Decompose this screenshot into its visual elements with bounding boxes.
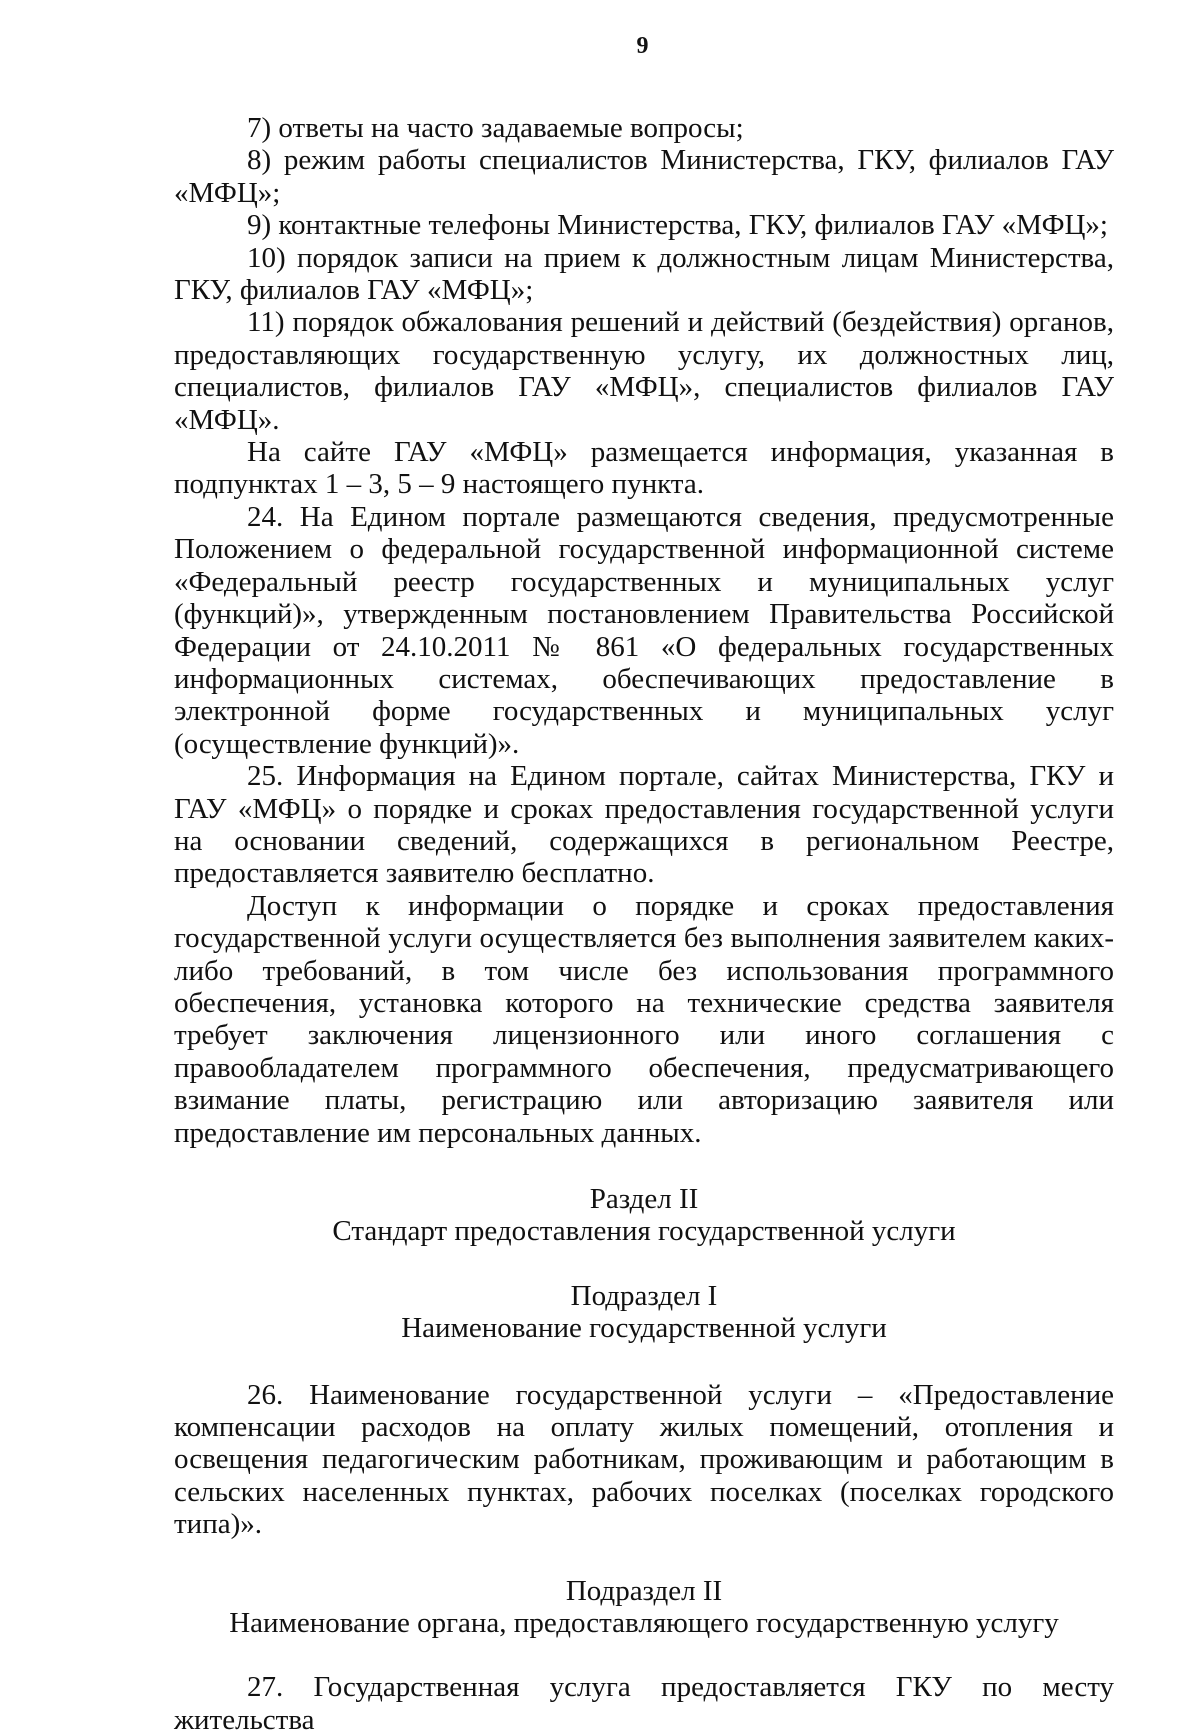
page-number: 9	[636, 33, 649, 59]
subsection-2-label: Подраздел II	[565, 1574, 723, 1607]
paragraph-access: Доступ к информации о порядке и сроках предоставления государственной услуги осуществляется без выполнения заявителем каких-либо требований, в том числе без использования программного обеспечения, установка которого на технические средства заявителя требует заключения лицензионного или иного соглашения с правообладателем программного обеспечения, предусматривающего взимание платы, регистрацию или авторизацию заявителя или предоставление им персональных данных.	[174, 889, 1114, 1149]
subsection-1-label: Подраздел I	[570, 1279, 718, 1312]
section-label: Раздел II	[589, 1183, 699, 1215]
document-body	[174, 112, 1114, 1736]
paragraph-26: 26. Наименование государственной услуги – «Предоставление компенсации расходов на оплату жилых помещений, отопления и освещения педагогическим работникам, проживающим и работающим в сельских населенных пунктах, рабочих поселках (поселках городского типа)».	[174, 1378, 1114, 1541]
list-item-10: 10) порядок записи на прием к должностным лицам Министерства, ГКУ, филиалов ГАУ «МФЦ»;	[174, 241, 1114, 307]
subsection-2-title: Наименование органа, предоставляющего государственную услугу	[229, 1607, 1059, 1640]
paragraph-24: 24. На Едином портале размещаются сведения, предусмотренные Положением о федеральной государственной информационной системе «Федеральный реестр государственных и муниципальных услуг (функций)», утвержденным постановлением Правительства Российской Федерации от 24.10.2011 № 861 «О федеральных государственных информационных системах, обеспечивающих предоставление в электронной форме государственных и муниципальных услуг (осуществление функций)».	[174, 500, 1114, 760]
list-item-9: 9) контактные телефоны Министерства, ГКУ, филиалов ГАУ «МФЦ»;	[247, 209, 1108, 242]
list-item-7: 7) ответы на часто задаваемые вопросы;	[247, 112, 744, 144]
list-item-8: 8) режим работы специалистов Министерства, ГКУ, филиалов ГАУ «МФЦ»;	[174, 144, 1114, 209]
paragraph-25: 25. Информация на Едином портале, сайтах Министерства, ГКУ и ГАУ «МФЦ» о порядке и сроках предоставления государственной услуги на основании сведений, содержащихся в региональном Реестре, предоставляется заявителю бесплатно.	[174, 760, 1114, 890]
list-item-11: 11) порядок обжалования решений и действий (бездействия) органов, предоставляющих государственную услугу, их должностных лиц, специалистов, филиалов ГАУ «МФЦ», специалистов филиалов ГАУ «МФЦ».	[174, 306, 1114, 436]
subsection-1-title: Наименование государственной услуги	[401, 1312, 887, 1345]
section-title: Стандарт предоставления государственной услуги	[332, 1215, 956, 1248]
paragraph-27: 27. Государственная услуга предоставляется ГКУ по месту жительства	[174, 1671, 1114, 1736]
paragraph-mfc-site: На сайте ГАУ «МФЦ» размещается информация, указанная в подпунктах 1 – 3, 5 – 9 настоящего пункта.	[174, 436, 1114, 501]
